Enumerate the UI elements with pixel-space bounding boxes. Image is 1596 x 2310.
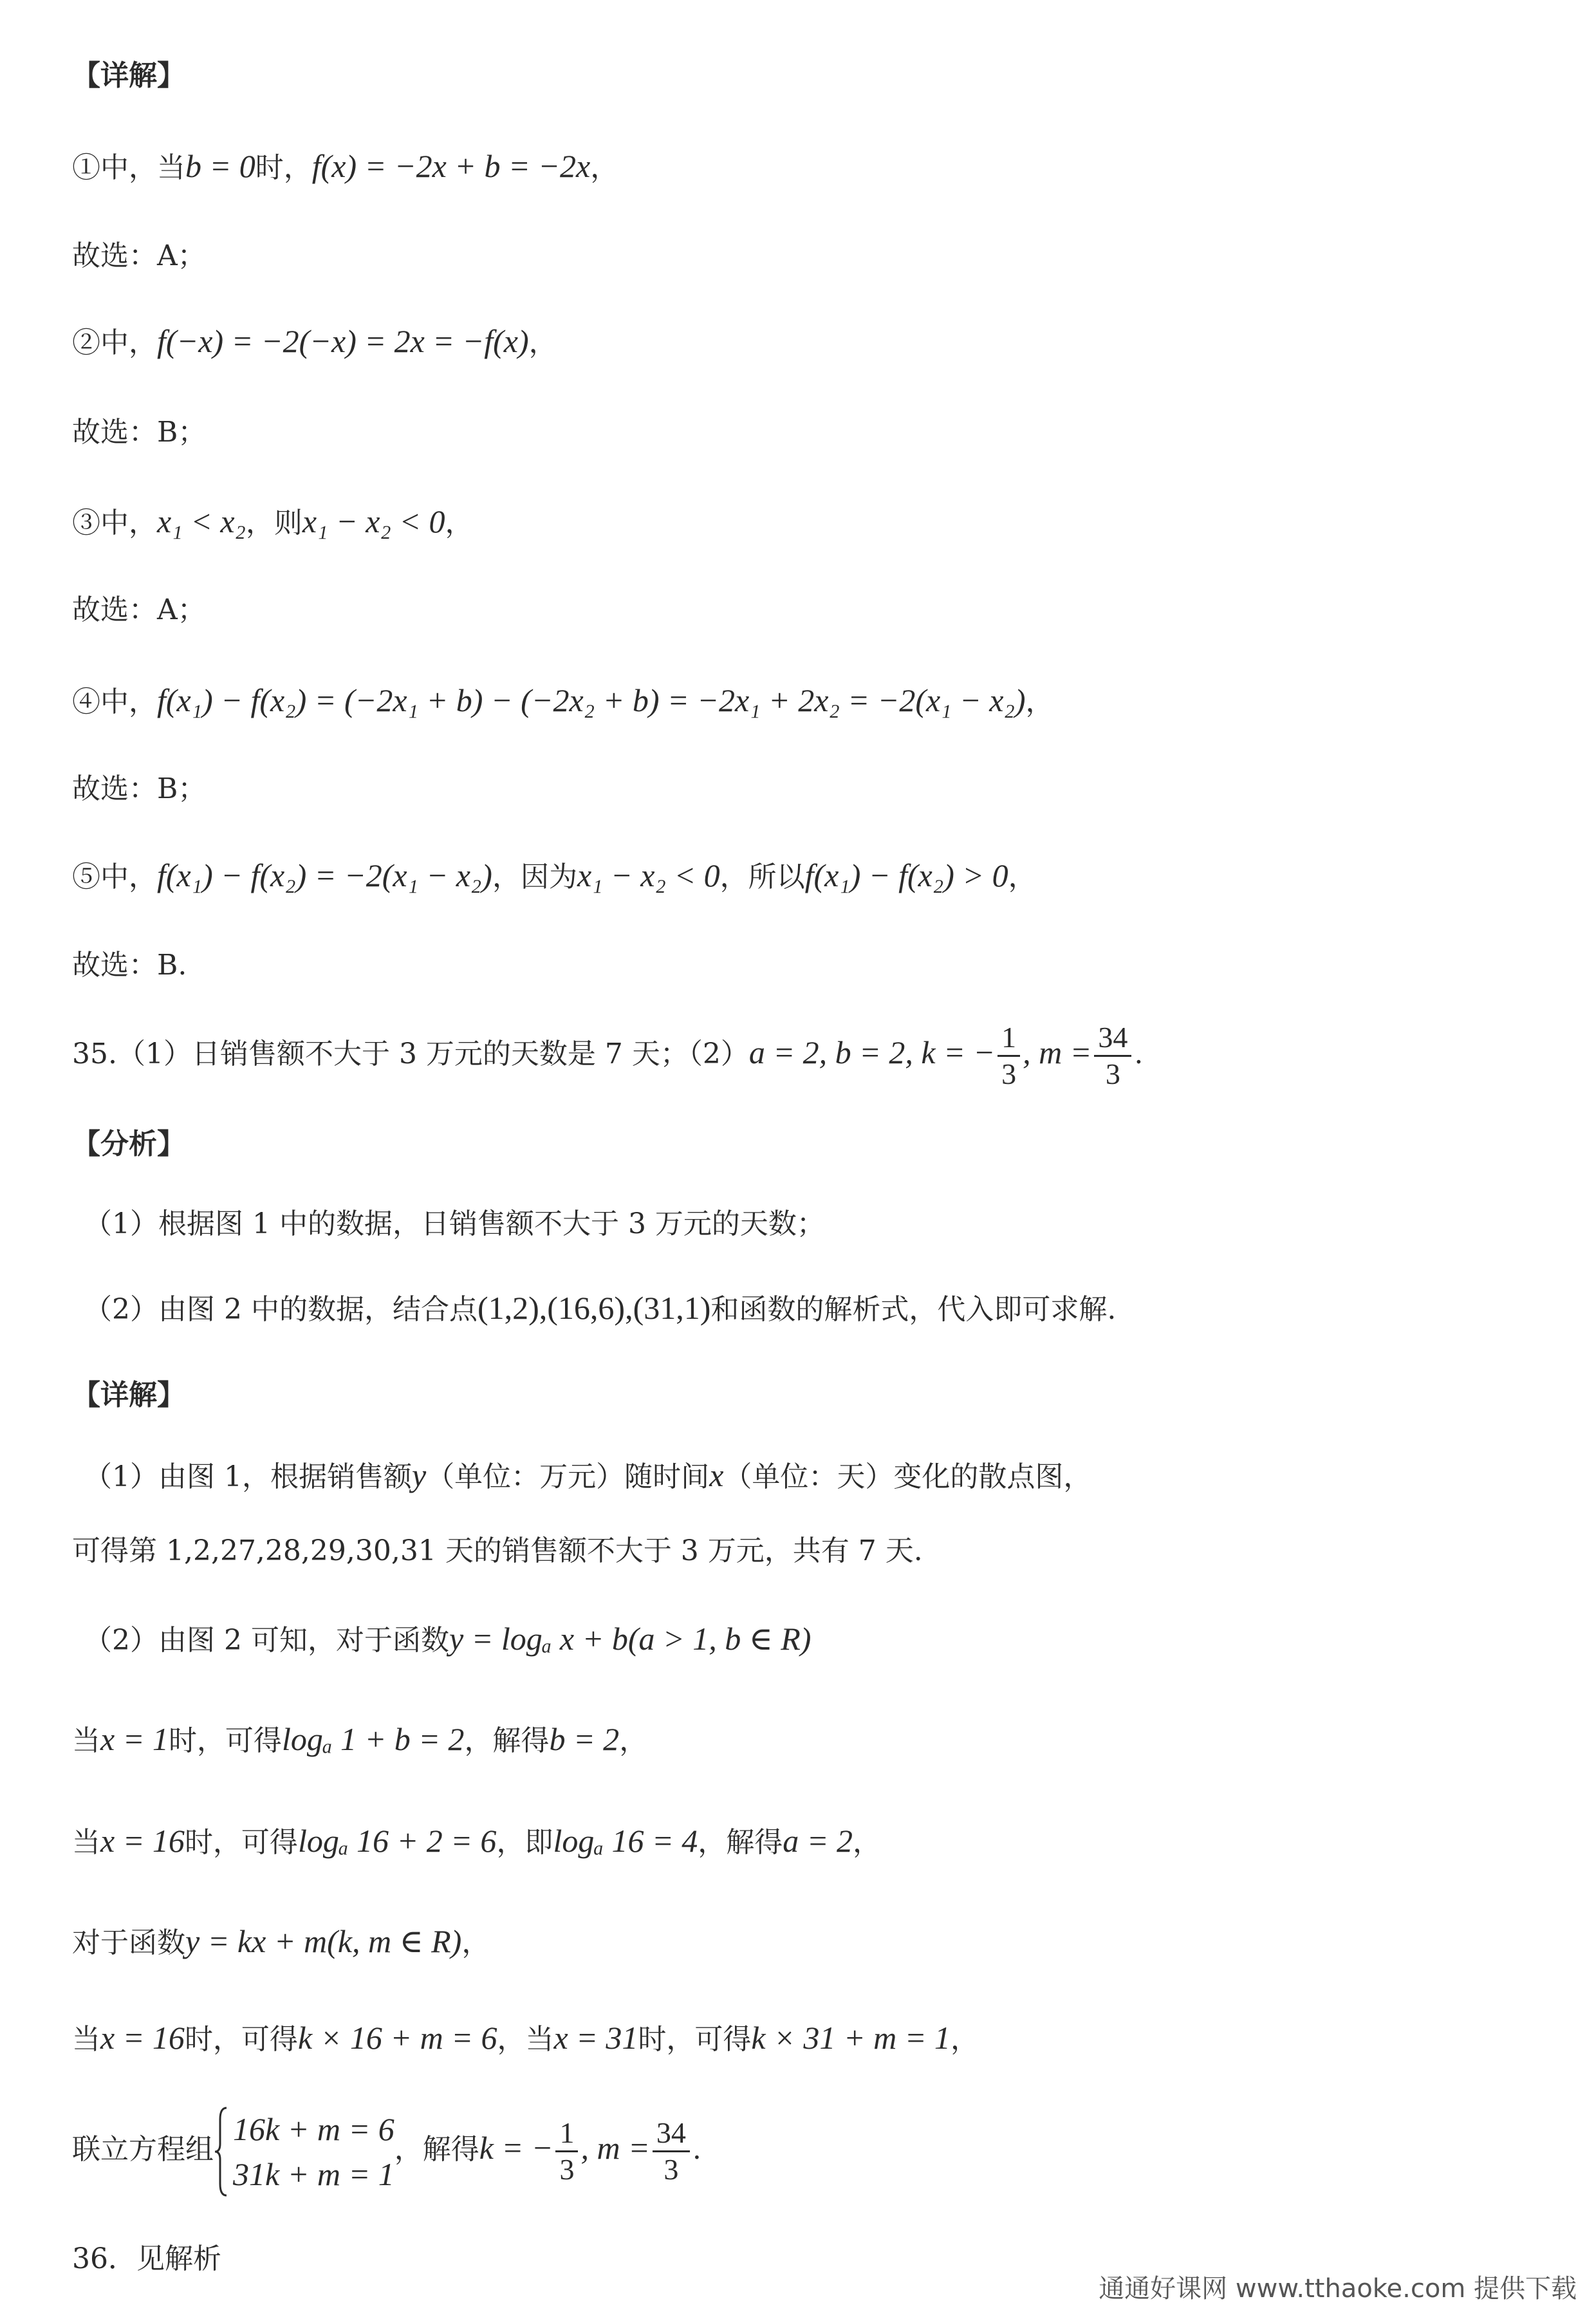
equation-system	[214, 2107, 394, 2197]
math: f(x₁) − f(x₂) = −2(x₁ − x₂)	[157, 857, 492, 893]
system-line	[72, 2100, 1545, 2198]
text: 当	[72, 1826, 100, 1859]
math: logₐ 16 = 4	[553, 1823, 698, 1859]
text: ，则	[245, 507, 302, 539]
fraction	[555, 2116, 578, 2187]
text-line	[84, 1289, 1545, 1329]
math: x = 31	[553, 2020, 638, 2056]
text: ，	[1008, 861, 1037, 893]
heading-detail-2: 【详解】	[72, 1379, 185, 1411]
text: 时，	[255, 151, 312, 184]
math: x = 1	[100, 1721, 169, 1757]
text: ①中，当	[72, 151, 185, 184]
math: logₐ 16 + 2 = 6	[297, 1823, 497, 1859]
text: 时，可得	[168, 1724, 282, 1757]
text-line	[72, 681, 1545, 722]
denominator: 3	[1001, 1057, 1017, 1090]
denominator: 3	[1105, 1057, 1120, 1090]
denominator: 3	[663, 2153, 679, 2186]
text: （1）由图 1，根据销售额	[84, 1460, 412, 1493]
text: ，解得	[464, 1724, 550, 1757]
math: f(−x) = −2(−x) = 2x = −f(x)	[157, 323, 529, 359]
text-line	[72, 147, 1545, 187]
math: , m =	[580, 2130, 650, 2166]
math: b = 0	[185, 148, 255, 184]
math: x₁ < x₂	[157, 503, 246, 539]
question-35-answer	[72, 1014, 1545, 1093]
text: ④中，	[72, 685, 157, 718]
text: ，	[950, 2023, 979, 2056]
text-line	[72, 2018, 1545, 2059]
numerator: 1	[998, 1020, 1020, 1057]
math: f(x) = −2x + b = −2x	[311, 148, 591, 184]
text-line	[72, 1922, 1545, 1962]
text: 当	[72, 1724, 100, 1757]
text: ⑤中，	[72, 861, 157, 893]
text: ②中，	[72, 326, 157, 359]
math: x₁ − x₂ < 0	[302, 503, 445, 539]
text-line	[72, 322, 1545, 362]
fraction	[1094, 1020, 1131, 1092]
answer-line: 故选：A；	[72, 593, 206, 626]
text: ，解得	[698, 1826, 783, 1859]
text: 时，可得	[638, 2023, 752, 2056]
math: , m =	[1023, 1034, 1092, 1070]
math: f(x₁) − f(x₂) > 0	[804, 857, 1008, 893]
answer-line: 故选：A；	[72, 239, 206, 272]
brace-icon	[214, 2107, 228, 2197]
math: y = kx + m(k, m ∈ R)	[185, 1923, 462, 1959]
math: b = 2	[549, 1721, 620, 1757]
numerator: 34	[1094, 1020, 1131, 1057]
text-line	[72, 1821, 1545, 1862]
text: .	[1134, 1038, 1144, 1070]
text-line	[84, 1456, 1545, 1496]
math: x	[709, 1457, 724, 1493]
text: ，	[590, 151, 619, 184]
equation-row: 16k + m = 6	[233, 2110, 394, 2147]
text: 35.（1）日销售额不大于 3 万元的天数是 7 天；（2）	[72, 1038, 749, 1070]
text: ③中，	[72, 507, 157, 539]
math: y = logₐ x + b(a > 1, b ∈ R)	[449, 1621, 812, 1657]
denominator: 3	[559, 2153, 575, 2186]
text: 对于函数	[72, 1926, 185, 1959]
math: a = 2	[783, 1823, 853, 1859]
text: （单位：万元）随时间	[426, 1460, 710, 1493]
text: ，因为	[492, 861, 577, 893]
text-line	[84, 1619, 1545, 1660]
math: y	[411, 1457, 427, 1493]
math: a = 2, b = 2, k = −	[748, 1034, 996, 1070]
answer-line: 故选：B；	[72, 416, 207, 449]
numerator: 34	[653, 2116, 690, 2152]
text: ，	[852, 1826, 881, 1859]
heading-analysis: 【分析】	[72, 1128, 185, 1160]
math: k = −	[479, 2130, 553, 2166]
text: ，解得	[394, 2133, 479, 2166]
text: ，	[528, 326, 557, 359]
text: 联立方程组	[72, 2133, 214, 2166]
math: x = 16	[100, 2020, 185, 2056]
fraction	[998, 1020, 1020, 1092]
text-line	[72, 856, 1545, 897]
text-line	[72, 1720, 1545, 1760]
text: 时，可得	[184, 1826, 298, 1859]
text: ，	[619, 1724, 648, 1757]
text: 和函数的解析式，代入即可求解.	[710, 1293, 1117, 1326]
math: logₐ 1 + b = 2	[281, 1721, 465, 1757]
text: （单位：天）变化的散点图，	[723, 1460, 1092, 1493]
math: f(x₁) − f(x₂) = (−2x₁ + b) − (−2x₂ + b) = −2x₁ + 2x₂ = −2(x₁ − x₂)	[157, 682, 1026, 718]
math: x = 16	[100, 1823, 185, 1859]
fraction	[653, 2116, 690, 2187]
text: （2）由图 2 可知，对于函数	[84, 1624, 449, 1657]
equation-row: 31k + m = 1	[233, 2156, 394, 2192]
math: k × 31 + m = 1	[751, 2020, 951, 2056]
heading-detail-1: 【详解】	[72, 59, 185, 92]
answer-line: 故选：B.	[72, 949, 187, 982]
math: k × 16 + m = 6	[297, 2020, 497, 2056]
math: (1,2),(16,6),(31,1)	[477, 1290, 711, 1326]
text: ，	[1025, 685, 1054, 718]
text: .	[692, 2133, 701, 2166]
text: ，	[461, 1926, 490, 1959]
text: ，即	[496, 1826, 553, 1859]
text-line: （1）根据图 1 中的数据，日销售额不大于 3 万元的天数；	[84, 1207, 825, 1240]
text-line: 可得第 1,2,27,28,29,30,31 天的销售额不大于 3 万元，共有 7 天.	[72, 1534, 923, 1567]
text: ，当	[497, 2023, 554, 2056]
text-line	[72, 502, 1545, 543]
math: x₁ − x₂ < 0	[577, 857, 720, 893]
watermark: 通通好课网 www.tthaoke.com 提供下载	[1099, 2274, 1577, 2304]
text: 当	[72, 2023, 100, 2056]
text: （2）由图 2 中的数据，结合点	[84, 1293, 478, 1326]
question-36: 36．见解析	[72, 2242, 221, 2275]
text: ，所以	[719, 861, 805, 893]
text: ，	[445, 507, 474, 539]
text: 时，可得	[184, 2023, 298, 2056]
answer-line: 故选：B；	[72, 772, 207, 805]
numerator: 1	[555, 2116, 578, 2152]
